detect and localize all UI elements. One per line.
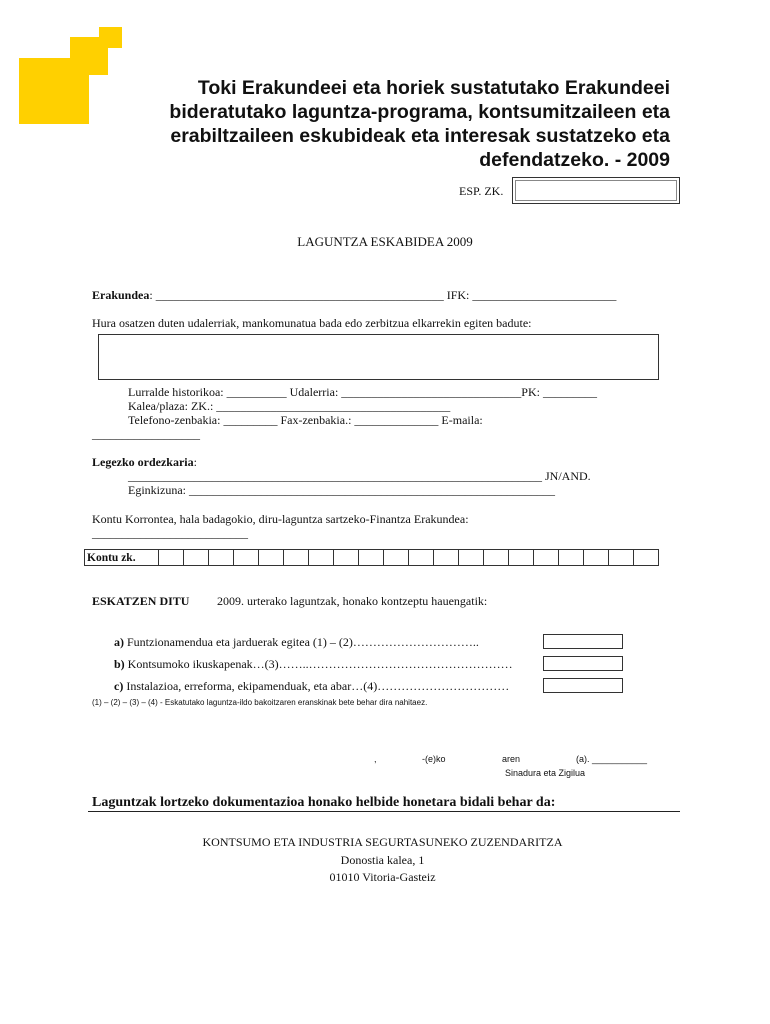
address-line: KONTSUMO ETA INDUSTRIA SEGURTASUNEKO ZUZENDARITZA <box>202 835 563 849</box>
address-line: Donostia kalea, 1 <box>340 853 425 867</box>
signature-caption: Sinadura eta Zigilua <box>505 768 586 778</box>
kontu-digit-cell[interactable] <box>484 550 509 566</box>
kontu-digit-cell[interactable] <box>434 550 459 566</box>
kontu-digit-cell[interactable] <box>359 550 384 566</box>
kontu-digit-cell[interactable] <box>384 550 409 566</box>
address-line[interactable]: Kalea/plaza: ZK.: _______________________________________ <box>128 399 451 413</box>
udalerriak-label: Hura osatzen duten udalerriak, mankomunatua bada edo zerbitzua elkarrekin egiten badute: <box>92 316 532 330</box>
legezko-label: Legezko ordezkaria <box>92 455 194 469</box>
kontu-digit-cell[interactable] <box>234 550 259 566</box>
concept-item <box>114 635 479 650</box>
kontu-digit-cell[interactable] <box>459 550 484 566</box>
address-line: 01010 Vitoria-Gasteiz <box>329 870 436 884</box>
address-line[interactable]: Lurralde historikoa: __________ Udalerria: ______________________________PK: _________ <box>128 385 597 399</box>
eskatzen-label: ESKATZEN DITU <box>92 594 190 608</box>
eginkizuna-line[interactable]: Eginkizuna: _____________________________________________________________ <box>128 483 555 497</box>
title-line: erabiltzaileen eskubideak eta interesak sustatzeko eta <box>170 125 670 147</box>
kontu-digit-cell[interactable] <box>309 550 334 566</box>
item-letter: c) <box>114 679 124 693</box>
kontu-digit-cell[interactable] <box>334 550 359 566</box>
concept-amount-field[interactable] <box>543 634 623 649</box>
kontu-digit-cell[interactable] <box>284 550 309 566</box>
kontu-digit-cell[interactable] <box>509 550 534 566</box>
concept-amount-field[interactable] <box>543 678 623 693</box>
kontu-digit-cell[interactable] <box>609 550 634 566</box>
footer-heading: Laguntzak lortzeko dokumentazioa honako helbide honetara bidali behar da: <box>92 795 556 810</box>
legezko-row <box>92 455 197 470</box>
kontu-digit-cell[interactable] <box>634 550 659 566</box>
item-text: Funtzionamendua eta jarduerak egitea (1) – (2)………………………….. <box>124 635 479 649</box>
document-title <box>110 76 670 172</box>
item-text: Instalazioa, erreforma, ekipamenduak, eta abar…(4)…………………………… <box>123 679 510 693</box>
erakundea-row <box>92 288 616 303</box>
kontu-korrontea-label: Kontu Korrontea, hala badagokio, diru-laguntza sartzeko-Finantza Erakundea: <box>92 512 469 526</box>
kontu-digit-cell[interactable] <box>409 550 434 566</box>
item-text: Kontsumoko ikuskapenak…(3)……..…………………………………………… <box>124 657 513 671</box>
kontu-digit-cell[interactable] <box>584 550 609 566</box>
date-a[interactable]: (a). ___________ <box>576 754 648 764</box>
title-line: defendatzeko. - 2009 <box>479 149 670 171</box>
kontu-label: Kontu zk. <box>85 550 159 566</box>
address-line[interactable]: __________________ <box>92 427 200 441</box>
footer-divider <box>88 811 680 812</box>
udalerriak-box[interactable] <box>98 334 659 380</box>
legezko-colon: : <box>193 455 197 469</box>
kontu-digit-cell[interactable] <box>534 550 559 566</box>
title-line: bideratutako laguntza-programa, kontsumitzaileen eta <box>169 101 670 123</box>
legezko-line[interactable]: _____________________________________________________________________ JN/AND. <box>128 469 591 483</box>
erakundea-label: Erakundea <box>92 288 150 302</box>
date-aren: aren <box>502 754 521 764</box>
item-letter: a) <box>114 635 124 649</box>
kontu-korrontea-line[interactable]: __________________________ <box>92 526 248 540</box>
concept-item <box>114 657 513 672</box>
date-eko: -(e)ko <box>422 754 446 764</box>
esp-number-field[interactable] <box>512 177 680 204</box>
kontu-digit-cell[interactable] <box>184 550 209 566</box>
esp-label: ESP. ZK. <box>459 184 504 198</box>
kontu-digit-cell[interactable] <box>259 550 284 566</box>
kontu-number-grid <box>84 549 659 566</box>
kontu-digit-cell[interactable] <box>559 550 584 566</box>
item-letter: b) <box>114 657 125 671</box>
title-line: Toki Erakundeei eta horiek sustatutako Erakundeei <box>197 77 670 99</box>
kontu-digit-cell[interactable] <box>159 550 184 566</box>
form-heading: LAGUNTZA ESKABIDEA 2009 <box>297 234 473 249</box>
place-comma: , <box>374 754 377 764</box>
footnote: (1) – (2) – (3) – (4) - Eskatutako laguntza-ildo bakoitzaren eranskinak bete behar dira nahitaez. <box>92 698 428 707</box>
erakundea-line[interactable]: : ________________________________________________ IFK: ________________________ <box>149 288 617 302</box>
concept-amount-field[interactable] <box>543 656 623 671</box>
address-line[interactable]: Telefono-zenbakia: _________ Fax-zenbakia.: ______________ E-maila: <box>128 413 483 427</box>
concept-item <box>114 679 509 694</box>
eskatzen-text: 2009. urterako laguntzak, honako kontzeptu hauengatik: <box>217 594 488 608</box>
kontu-digit-cell[interactable] <box>209 550 234 566</box>
